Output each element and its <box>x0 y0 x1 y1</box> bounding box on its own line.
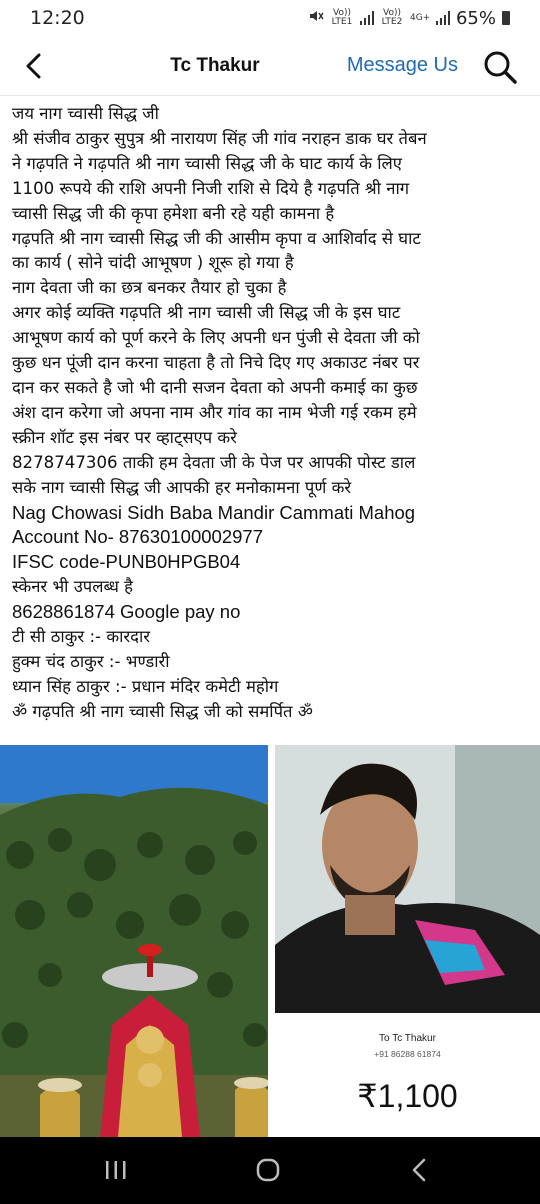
mute-icon <box>308 8 324 29</box>
post-line: च्वासी सिद्ध जी की कृपा हमेशा बनी रहे यही कामना है <box>12 203 335 223</box>
battery-icon <box>502 11 510 25</box>
page-title: Tc Thakur <box>170 54 260 76</box>
payment-receipt <box>275 1013 540 1137</box>
sim1-label: Vo)) LTE1 <box>331 8 353 27</box>
post-line: Account No- 87630100002977 <box>12 526 263 548</box>
post-line: ॐ गढ़पति श्री नाग च्वासी सिद्ध जी को समर्पित ॐ <box>12 701 313 721</box>
post-line: Nag Chowasi Sidh Baba Mandir Cammati Mahog <box>12 501 416 523</box>
post-line: दान कर सकते है जो भी दानी सजन देवता को अपनी कमाई का कुछ <box>12 377 418 397</box>
post-photo-deity[interactable] <box>0 745 268 1137</box>
post-line: आभूषण कार्य को पूर्ण करने के लिए अपनी धन पुंजी से देवता जी को <box>12 328 420 348</box>
post-line: अंश दान करेगा जो अपना नाम और गांव का नाम भेजी गई रकम हमे <box>12 402 417 422</box>
battery-percent: 65% <box>455 7 496 29</box>
post-line: नाग देवता जी का छत्र बनकर तैयार हो चुका है <box>12 278 287 298</box>
person-photo <box>275 745 540 1013</box>
post-line: सके नाग च्वासी सिद्ध जी आपकी हर मनोकामना पूर्ण करे <box>12 477 352 497</box>
post-line: 8278747306 ताकी हम देवता जी के पेज पर आपकी पोस्ट डाल <box>12 452 416 472</box>
search-icon[interactable] <box>482 49 518 85</box>
home-icon[interactable] <box>248 1153 288 1187</box>
post-line: गढ़पति श्री नाग च्वासी सिद्ध जी की आसीम कृपा व आशिर्वाद से घाट <box>12 228 421 248</box>
post-line: श्री संजीव ठाकुर सुपुत्र श्री नारायण सिंह जी गांव नराहन डाक घर तेबन <box>12 128 427 148</box>
system-nav-bar <box>0 1137 540 1204</box>
post-line: ने गढ़पति ने गढ़पति श्री नाग च्वासी सिद्ध जी के घाट कार्य के लिए <box>12 153 402 173</box>
signal-icon <box>360 11 374 25</box>
recents-icon[interactable] <box>96 1153 136 1187</box>
post-line: हुक्म चंद ठाकुर :- भण्डारी <box>12 651 170 671</box>
signal-icon <box>436 11 450 25</box>
post-line: 1100 रूपये की राशि अपनी निजी राशि से दिये है गढ़पति श्री नाग <box>12 178 410 198</box>
status-icons <box>308 8 510 29</box>
post-line: कुछ धन पूंजी दान करना चाहता है तो निचे दिए गए अकाउट नंबर पर <box>12 353 420 373</box>
payment-phone: +91 86288 61874 <box>374 1049 441 1059</box>
post-line: अगर कोई व्यक्ति गढ़पति श्री नाग च्वासी जी सिद्ध जी के इस घाट <box>12 303 401 323</box>
payment-amount: ₹1,100 <box>357 1078 458 1114</box>
sim2-label: Vo)) LTE2 <box>381 8 403 27</box>
status-time: 12:20 <box>30 7 85 29</box>
post-line: का कार्य ( सोने चांदी आभूषण ) शूरू हो गया है <box>12 253 294 273</box>
network-type: 4G+ <box>409 12 431 23</box>
status-bar <box>0 0 540 36</box>
post-photo-payment[interactable] <box>275 745 540 1137</box>
post-line: टी सी ठाकुर :- कारदार <box>12 627 151 647</box>
post-text <box>12 102 532 725</box>
post-line: ध्यान सिंह ठाकुर :- प्रधान मंदिर कमेटी महोग <box>12 676 279 696</box>
payment-recipient: To Tc Thakur <box>379 1033 436 1044</box>
post-line: 8628861874 Google pay no <box>12 601 241 623</box>
app-bar <box>0 36 540 96</box>
post-line: जय नाग च्वासी सिद्ध जी <box>12 104 159 123</box>
message-us-button[interactable]: Message Us <box>346 54 458 76</box>
back-icon[interactable] <box>400 1153 440 1187</box>
post-line: IFSC code-PUNB0HPGB04 <box>12 551 241 573</box>
post-line: स्क्रीन शॉट इस नंबर पर व्हाट्सएप करे <box>12 427 237 447</box>
post-line: स्केनर भी उपलब्ध है <box>12 577 133 597</box>
